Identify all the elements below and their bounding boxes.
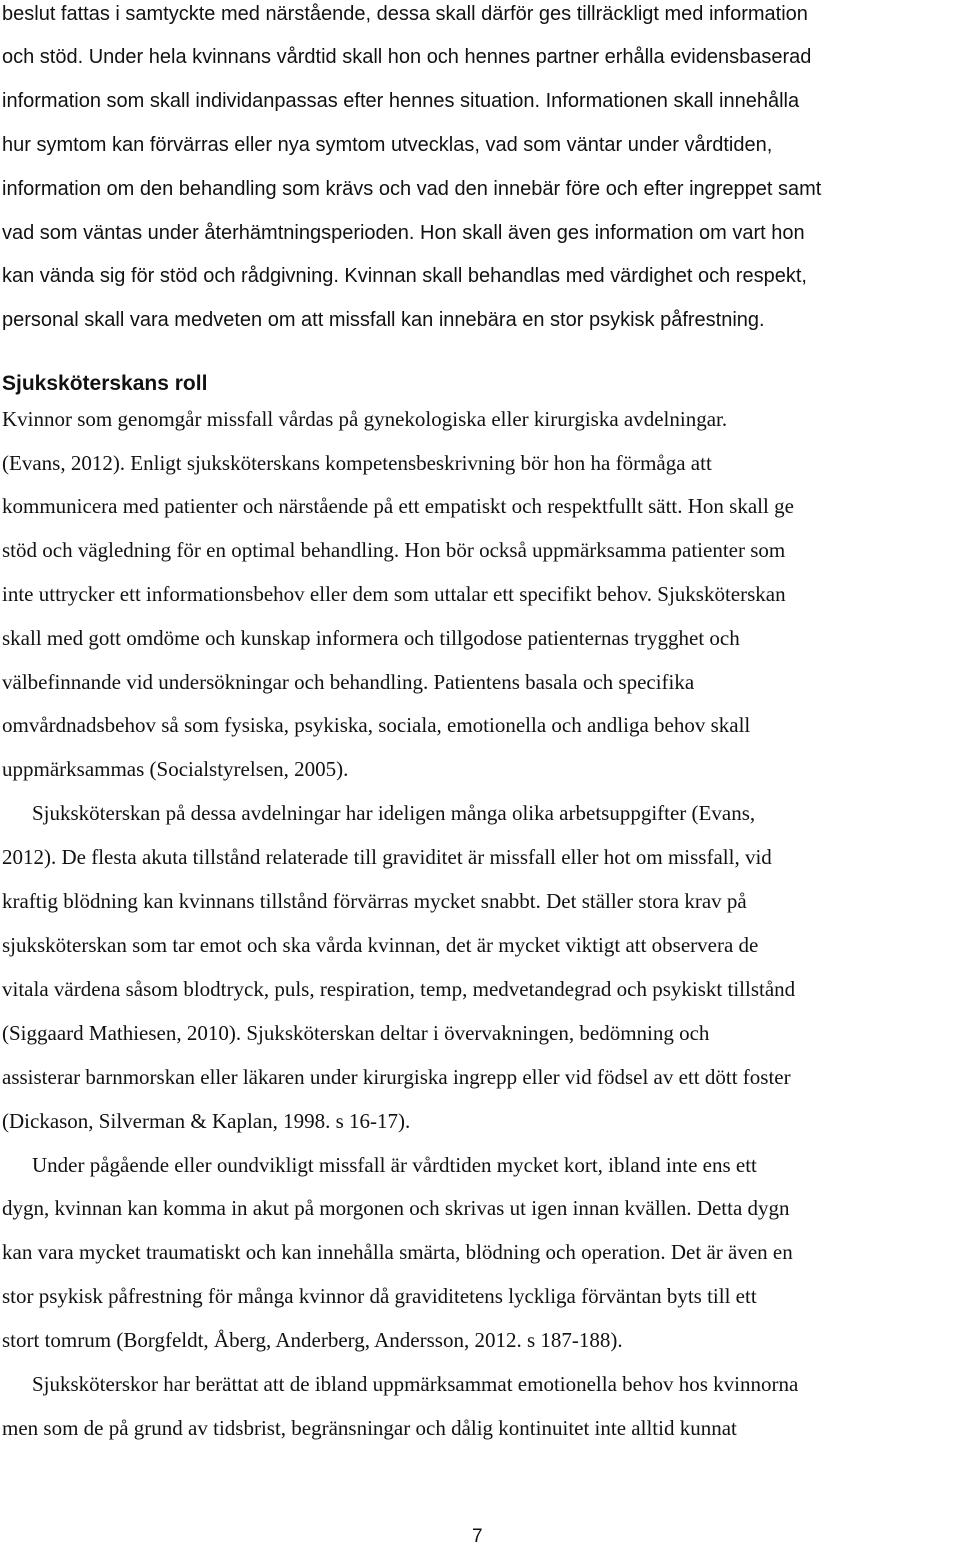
- text-line: vad som väntas under återhämtningsperioden. Hon skall även ges information om vart hon: [2, 222, 805, 244]
- text-line: (Dickason, Silverman & Kaplan, 1998. s 16-17).: [2, 1109, 411, 1133]
- text-line: 2012). De flesta akuta tillstånd relaterade till graviditet är missfall eller hot om missfall, vid: [2, 845, 772, 869]
- text-line: sjuksköterskan som tar emot och ska vårda kvinnan, det är mycket viktigt att observera de: [2, 933, 759, 957]
- text-line: information om den behandling som krävs och vad den innebär före och efter ingreppet samt: [2, 178, 822, 200]
- text-line: omvårdnadsbehov så som fysiska, psykiska, sociala, emotionella och andliga behov skall: [2, 713, 751, 737]
- text-line: inte uttrycker ett informationsbehov eller dem som uttalar ett specifikt behov. Sjuksköterskan: [2, 582, 786, 606]
- text-line: Sjuksköterskor har berättat att de ibland uppmärksammat emotionella behov hos kvinnorna: [32, 1372, 799, 1396]
- text-line: och stöd. Under hela kvinnans vårdtid skall hon och hennes partner erhålla evidensbaserad: [2, 46, 812, 68]
- text-line: stöd och vägledning för en optimal behandling. Hon bör också uppmärksamma patienter som: [2, 538, 786, 562]
- text-line: hur symtom kan förvärras eller nya symtom utvecklas, vad som väntar under vårdtiden,: [2, 134, 773, 156]
- text-line: Sjuksköterskan på dessa avdelningar har ideligen många olika arbetsuppgifter (Evans,: [32, 801, 756, 825]
- text-line: men som de på grund av tidsbrist, begränsningar och dålig kontinuitet inte alltid kunnat: [2, 1416, 737, 1440]
- text-line: välbefinnande vid undersökningar och behandling. Patientens basala och specifika: [2, 670, 695, 694]
- page-number: 7: [472, 1526, 483, 1547]
- text-line: kan vara mycket traumatiskt och kan innehålla smärta, blödning och operation. Det är även en: [2, 1240, 793, 1264]
- text-line: (Evans, 2012). Enligt sjuksköterskans kompetensbeskrivning bör hon ha förmåga att: [2, 451, 712, 475]
- text-line: kraftig blödning kan kvinnans tillstånd förvärras mycket snabbt. Det ställer stora krav på: [2, 889, 747, 913]
- text-line: personal skall vara medveten om att missfall kan innebära en stor psykisk påfrestning.: [2, 309, 765, 331]
- text-line: Kvinnor som genomgår missfall vårdas på gynekologiska eller kirurgiska avdelningar.: [2, 407, 728, 431]
- text-line: dygn, kvinnan kan komma in akut på morgonen och skrivas ut igen innan kvällen. Detta dygn: [2, 1196, 790, 1220]
- text-line: stort tomrum (Borgfeldt, Åberg, Anderberg, Andersson, 2012. s 187-188).: [2, 1328, 623, 1352]
- text-line: beslut fattas i samtyckte med närstående, dessa skall därför ges tillräckligt med information: [2, 3, 808, 25]
- text-line: information som skall individanpassas efter hennes situation. Informationen skall innehålla: [2, 90, 800, 112]
- text-line: Under pågående eller oundvikligt missfall är vårdtiden mycket kort, ibland inte ens ett: [32, 1153, 757, 1177]
- text-line: vitala värdena såsom blodtryck, puls, respiration, temp, medvetandegrad och psykiskt tillstånd: [2, 977, 796, 1001]
- text-line: kan vända sig för stöd och rådgivning. Kvinnan skall behandlas med värdighet och respekt,: [2, 265, 807, 287]
- text-line: skall med gott omdöme och kunskap informera och tillgodose patienternas trygghet och: [2, 626, 740, 650]
- text-line: (Siggaard Mathiesen, 2010). Sjuksköterskan deltar i övervakningen, bedömning och: [2, 1021, 710, 1045]
- text-line: stor psykisk påfrestning för många kvinnor då graviditetens lyckliga förväntan byts till ett: [2, 1284, 757, 1308]
- section-heading: Sjuksköterskans roll: [2, 372, 208, 395]
- text-line: kommunicera med patienter och närstående på ett empatiskt och respektfullt sätt. Hon skall ge: [2, 494, 794, 518]
- text-line: assisterar barnmorskan eller läkaren under kirurgiska ingrepp eller vid födsel av ett dött foster: [2, 1065, 791, 1089]
- text-line: uppmärksammas (Socialstyrelsen, 2005).: [2, 757, 349, 781]
